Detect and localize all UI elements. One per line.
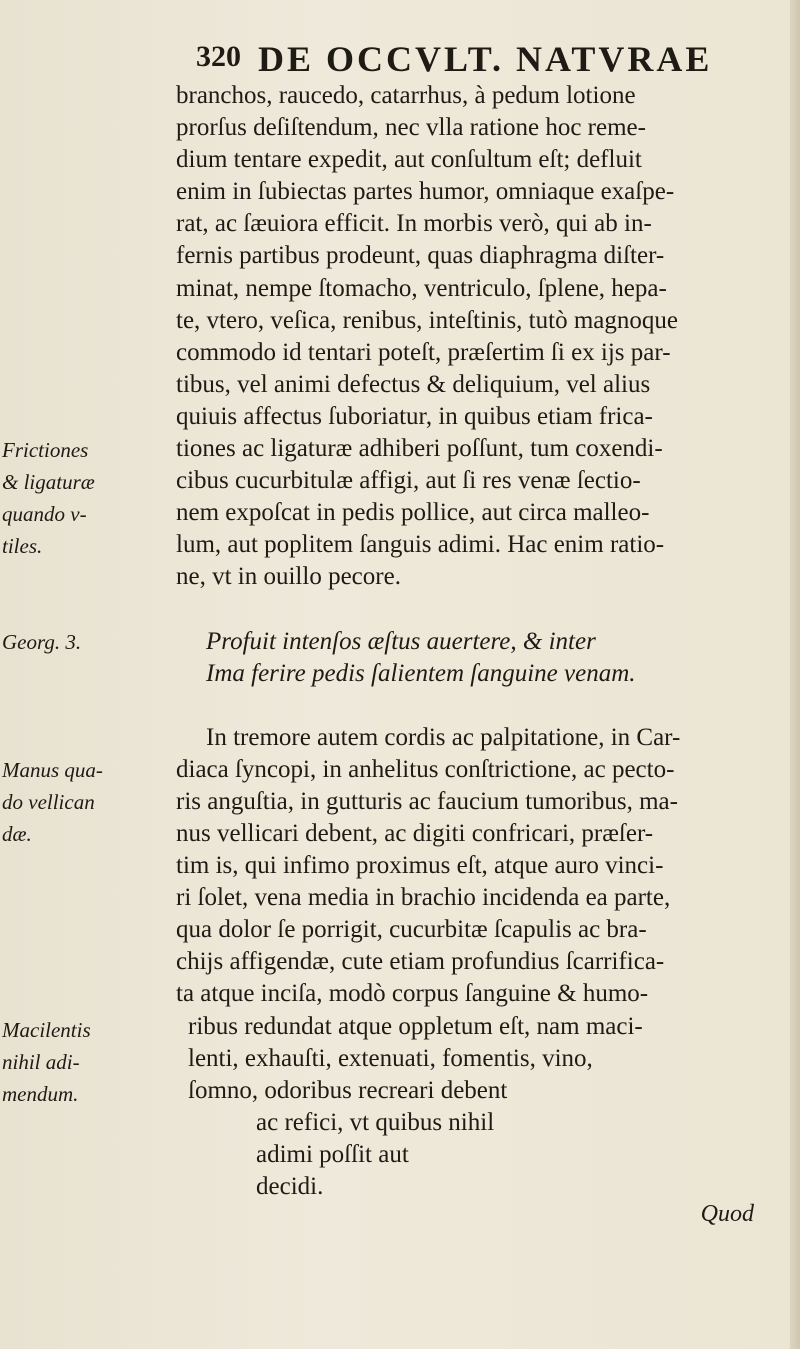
text-line: tiones ac ligaturæ adhiberi poſſunt, tum coxendi- — [176, 435, 663, 463]
text-line: prorſus deſiſtendum, nec vlla ratione hoc reme- — [176, 114, 646, 142]
text-line: rat, ac ſæuiora efficit. In morbis verò, qui ab in- — [176, 210, 652, 238]
text-line: branchos, raucedo, catarrhus, à pedum lotione — [176, 82, 636, 109]
marginal-note-manus — [2, 754, 174, 850]
marginal-line: mendum. — [2, 1082, 79, 1106]
marginal-note-macilentis — [2, 1014, 174, 1110]
text-line: nus vellicari debent, ac digiti confricari, præſer- — [176, 819, 654, 847]
text-line: ſomno, odoribus recreari debent — [188, 1076, 508, 1104]
text-line: diaca ſyncopi, in anhelitus conſtrictione, ac pecto- — [176, 755, 675, 783]
text-line: minat, nempe ſtomacho, ventriculo, ſplene, hepa- — [176, 274, 667, 302]
text-line: ribus redundat atque oppletum eſt, nam maci- — [188, 1012, 643, 1040]
text-line: enim in ſubiectas partes humor, omniaque exaſpe- — [176, 178, 675, 206]
text-line: commodo id tentari poteſt, præſertim ſi ex ijs par- — [176, 338, 671, 366]
text-line: ris anguſtia, in gutturis ac faucium tumoribus, ma- — [176, 787, 678, 815]
text-line: nem expoſcat in pedis pollice, aut circa malleo- — [176, 499, 650, 527]
marginal-line: quando v- — [2, 502, 87, 526]
text-line: ri ſolet, vena media in brachio incidenda ea parte, — [176, 884, 671, 912]
marginal-line: dæ. — [2, 822, 32, 846]
page-number: 320 — [196, 40, 241, 73]
marginal-line: Manus qua- — [2, 758, 103, 782]
text-line: qua dolor ſe porrigit, cucurbitæ ſcapulis ac bra- — [176, 916, 647, 944]
text-line: cibus cucurbitulæ affigi, aut ſi res venæ ſectio- — [176, 467, 641, 495]
text-line: chijs affigendæ, cute etiam profundius ſcarrifica- — [176, 948, 665, 976]
marginal-note-georgica — [2, 626, 174, 658]
marginal-line: Georg. 3. — [2, 630, 82, 654]
verse-line: Profuit intenſos æſtus auertere, & inter — [206, 627, 596, 655]
verse-line: Ima ferire pedis ſalientem ſanguine venam. — [206, 659, 636, 687]
running-head: DE OCCVLT. NATVRAE — [258, 39, 713, 79]
marginal-line: tiles. — [2, 534, 43, 558]
text-line: dium tentare expedit, aut conſultum eſt; defluit — [176, 146, 642, 174]
text-line: tim is, qui infimo proximus eſt, atque auro vinci- — [176, 852, 664, 880]
marginal-line: Frictiones — [2, 438, 89, 462]
text-line: tibus, vel animi defectus & deliquium, vel alius — [176, 370, 651, 398]
text-line: lum, aut poplitem ſanguis adimi. Hac enim ratio- — [176, 531, 665, 559]
text-line: adimi poſſit aut — [256, 1140, 409, 1168]
page-edge — [790, 0, 800, 1349]
text-line: fernis partibus prodeunt, quas diaphragma diſter- — [176, 242, 665, 270]
text-line: quiuis affectus ſuboriatur, in quibus etiam frica- — [176, 402, 653, 430]
text-line: lenti, exhauſti, extenuati, fomentis, vino, — [188, 1044, 593, 1072]
text-line: In tremore autem cordis ac palpitatione, in Car- — [206, 723, 681, 751]
catchword: Quod — [700, 1201, 754, 1227]
marginal-line: & ligaturæ — [2, 470, 95, 494]
main-text — [176, 80, 786, 1203]
marginal-line: nihil adi- — [2, 1050, 80, 1074]
text-line: ac refici, vt quibus nihil — [256, 1108, 495, 1136]
text-line: decidi. — [256, 1173, 324, 1200]
marginal-line: do vellican — [2, 790, 95, 814]
marginal-line: Macilentis — [2, 1018, 91, 1042]
text-line: ne, vt in ouillo pecore. — [176, 563, 401, 591]
page-header — [196, 38, 736, 80]
marginal-note-frictiones — [2, 434, 174, 562]
text-line: ta atque inciſa, modò corpus ſanguine & humo- — [176, 980, 649, 1008]
text-line: te, vtero, veſica, renibus, inteſtinis, tutò magnoque — [176, 306, 678, 334]
